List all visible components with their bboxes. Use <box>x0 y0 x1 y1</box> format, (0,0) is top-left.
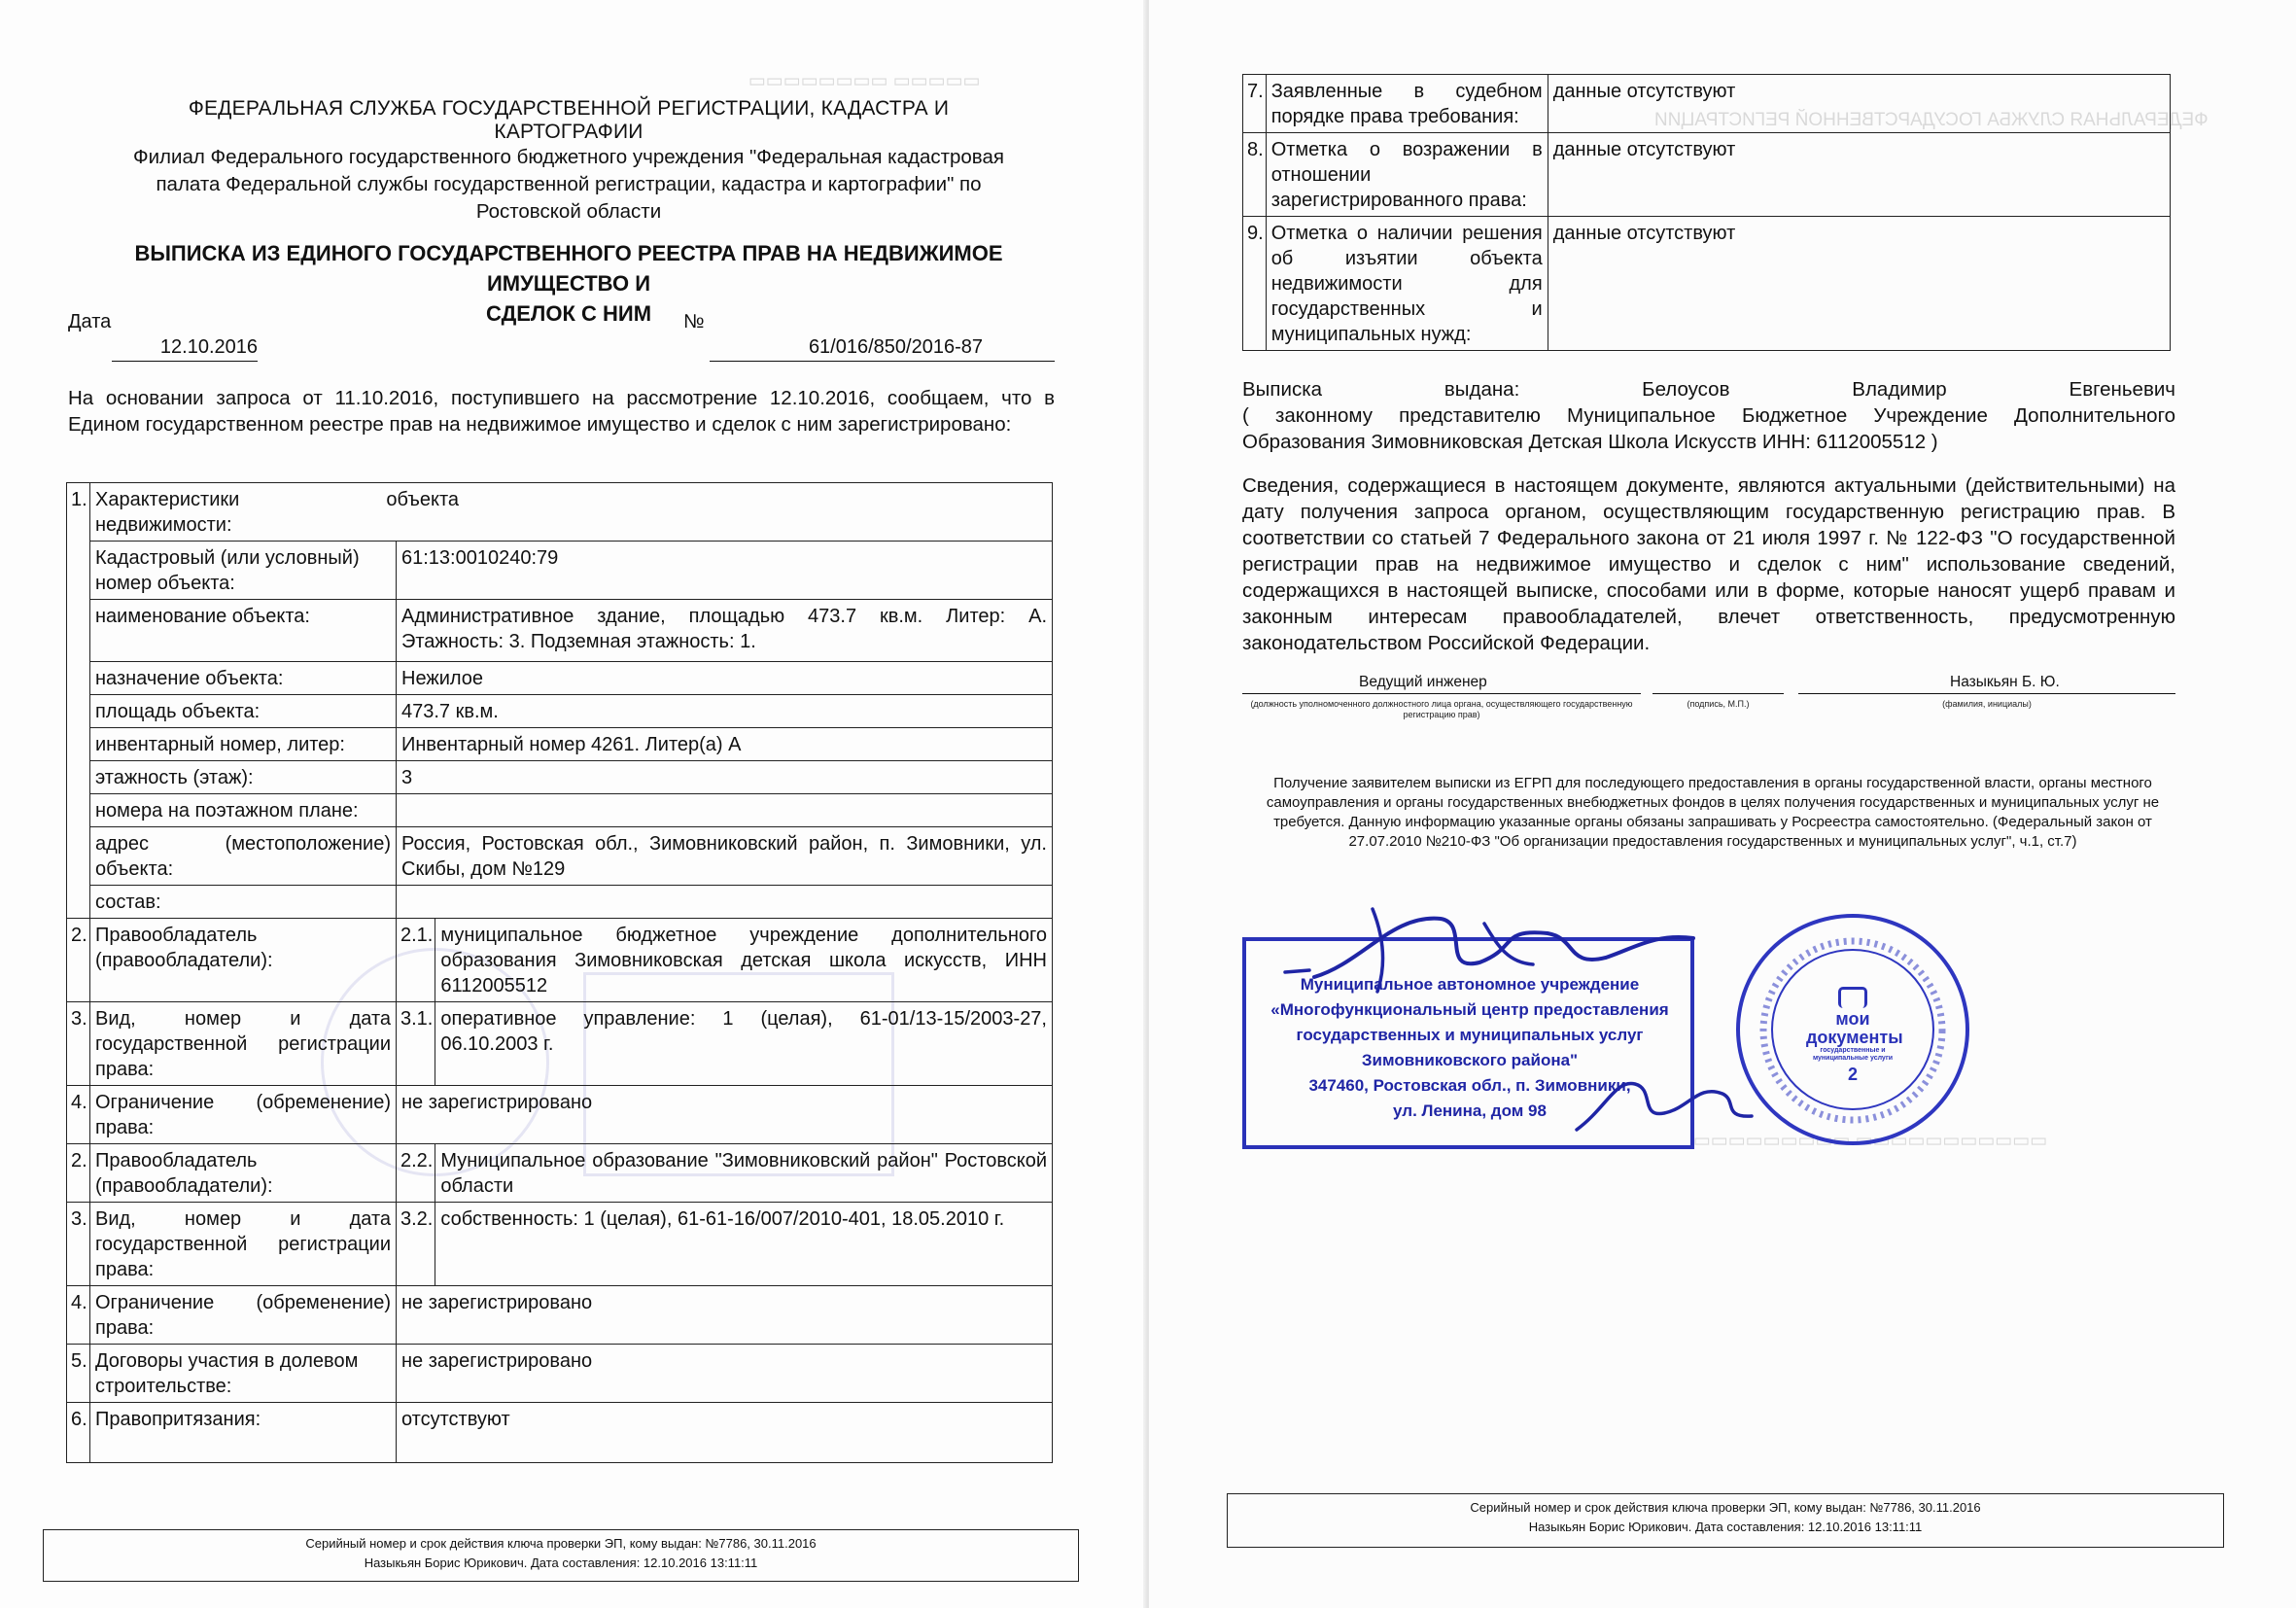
row-label: номера на поэтажном плане: <box>90 794 397 827</box>
seal-brand: мои документы <box>1806 1009 1903 1047</box>
issued-word: выдана: <box>1444 378 1520 401</box>
row-label: Заявленные в судебном порядке права требования: <box>1266 75 1548 133</box>
table-row <box>67 695 1053 728</box>
issued-word: Белоусов <box>1642 378 1730 401</box>
title-line: СДЕЛОК С НИМ <box>485 301 652 326</box>
branch-line: Филиал Федерального государственного бюджетного учреждения "Федеральная кадастровая <box>133 146 1004 168</box>
caption-signature: (подпись, М.П.) <box>1687 699 1750 709</box>
caption-position: (должность уполномоченного должностного лица органа, осуществляющего государственную регистрацию прав) <box>1250 699 1633 719</box>
date-label: Дата <box>68 311 112 332</box>
row-number: 4. <box>67 1086 90 1144</box>
footer-line: Серийный номер и срок действия ключа проверки ЭП, кому выдан: №7786, 30.11.2016 <box>1470 1500 1981 1515</box>
row-value: не зарегистрировано <box>397 1086 1053 1144</box>
table-row <box>67 794 1053 827</box>
row-value: не зарегистрировано <box>397 1345 1053 1403</box>
document-page-right <box>1149 0 2296 1608</box>
table-row <box>67 600 1053 662</box>
row-number: 3. <box>67 1203 90 1286</box>
row-label: Договоры участия в долевом строительстве: <box>90 1345 397 1403</box>
handwritten-signatures <box>1149 0 2296 1608</box>
row-label: Кадастровый (или условный) номер объекта: <box>90 542 397 600</box>
row-label: площадь объекта: <box>90 695 397 728</box>
row-label: инвентарный номер, литер: <box>90 728 397 761</box>
row-label: Вид, номер и дата государственной регистрации права: <box>90 1203 397 1286</box>
register-table <box>66 482 1053 1463</box>
table-row <box>67 542 1053 600</box>
row-value: 61:13:0010240:79 <box>397 542 1053 600</box>
table-row <box>67 1403 1053 1463</box>
table-row <box>67 662 1053 695</box>
row-number: 9. <box>1243 217 1267 351</box>
row-value <box>397 794 1053 827</box>
stamp-line: Муниципальное автономное учреждение <box>1300 975 1640 994</box>
date-value: 12.10.2016 <box>112 336 258 362</box>
table-row <box>67 1345 1053 1403</box>
table-row <box>67 1286 1053 1345</box>
table-row <box>67 919 1053 1002</box>
row-label: адрес (местоположение) объекта: <box>90 827 397 886</box>
issued-word: Владимир <box>1852 378 1947 401</box>
row-label: Правопритязания: <box>90 1403 397 1463</box>
document-title <box>78 238 1060 329</box>
legal-notice-paragraph: Сведения, содержащиеся в настоящем документе, являются актуальными (действительными) на дату получения запроса органом, осуществляющим государственную регистрацию прав. В соответствии со статьей 7 Федерального закона от 21 июля 1997 г. № 122-ФЗ "О государственной регистрации прав на недвижимое имущество и сделок с ним" использование сведений, содержащихся в настоящей выписке, способами или в форме, которые наносят ущерб правам и законным интересам правообладателей, влечет ответственность, предусмотренную законодательством Российской Федерации. <box>1242 474 2175 654</box>
table-row <box>67 1203 1053 1286</box>
table-row <box>67 1086 1053 1144</box>
intro-paragraph: На основании запроса от 11.10.2016, поступившего на рассмотрение 12.10.2016, сообщаем, что в Едином государственном реестре прав на недвижимое имущество и сделок с ним зарегистрировано: <box>68 387 1055 436</box>
seal-number: 2 <box>1847 1065 1858 1084</box>
row-subnumber: 3.1. <box>397 1002 435 1086</box>
row-value: данные отсутствуют <box>1548 133 2170 217</box>
second-signature <box>1577 1083 1752 1130</box>
caption-name: (фамилия, инициалы) <box>1942 699 2032 709</box>
branch-name <box>117 144 1021 226</box>
row-subnumber: 2.2. <box>397 1144 435 1203</box>
number-label: № <box>683 311 705 332</box>
row-value: не зарегистрировано <box>397 1286 1053 1345</box>
row-number: 2. <box>67 919 90 1002</box>
row-number: 3. <box>67 1002 90 1086</box>
table-row <box>67 886 1053 919</box>
row-value: 3 <box>397 761 1053 794</box>
row-label: наименование объекта: <box>90 600 397 662</box>
row-value: данные отсутствуют <box>1548 75 2170 133</box>
footer-line: Назыкьян Борис Юрикович. Дата составления: 12.10.2016 13:11:11 <box>1528 1520 1923 1534</box>
row-value: Россия, Ростовская обл., Зимовниковский район, п. Зимовники, ул. Скибы, дом №129 <box>397 827 1053 886</box>
row-value: Административное здание, площадью 473.7 кв.м. Литер: А. Этажность: 3. Подземная этажность: 1. <box>397 600 1053 662</box>
row-label: назначение объекта: <box>90 662 397 695</box>
row-value: Нежилое <box>397 662 1053 695</box>
table-row <box>67 827 1053 886</box>
stamp-line: «Многофункциональный центр предоставления <box>1270 1000 1669 1019</box>
signature-footer <box>43 1529 1079 1582</box>
row-value: Инвентарный номер 4261. Литер(а) А <box>397 728 1053 761</box>
row-label: Ограничение (обременение) права: <box>90 1086 397 1144</box>
row-value: муниципальное бюджетное учреждение дополнительного образования Зимовниковская детская школа искусств, ИНН 6112005512 <box>435 919 1053 1002</box>
row-number: 2. <box>67 1144 90 1203</box>
table-row <box>67 728 1053 761</box>
egrp-notice: Получение заявителем выписки из ЕГРП для последующего предоставления в органы государственной власти, органы местного самоуправления и органы государственных внебюджетных фондов в целях получения государственных и муниципальных услуг не требуется. Данную информацию указанные органы обязаны запрашивать у Росреестра самостоятельно. (Федеральный закон от 27.07.2010 №210-ФЗ "Об организации предоставления государственных и муниципальных услуг", ч.1, ст.7) <box>1266 775 2160 850</box>
row-label: Правообладатель (правообладатели): <box>90 919 397 1002</box>
row-number: 1. <box>67 483 90 919</box>
branch-line: Ростовской области <box>475 200 662 223</box>
stamp-line: государственных и муниципальных услуг <box>1296 1026 1644 1044</box>
row-number: 6. <box>67 1403 90 1463</box>
row-number: 5. <box>67 1345 90 1403</box>
row-value <box>397 886 1053 919</box>
stamp-line: 347460, Ростовская обл., п. Зимовники, <box>1308 1076 1631 1095</box>
seal-subtitle: государственные и муниципальные услуги <box>1812 1047 1894 1062</box>
row-number: 7. <box>1243 75 1267 133</box>
row-label: состав: <box>90 886 397 919</box>
signer-name: Назыкьян Б. Ю. <box>1950 674 2060 690</box>
row-value: оперативное управление: 1 (целая), 61-01/13-15/2003-27, 06.10.2003 г. <box>435 1002 1053 1086</box>
branch-line: палата Федеральной службы государственной регистрации, кадастра и картографии" по <box>156 173 982 195</box>
row-label: Характеристики объекта недвижимости: <box>90 483 1053 542</box>
row-label: этажность (этаж): <box>90 761 397 794</box>
agency-name: ФЕДЕРАЛЬНАЯ СЛУЖБА ГОСУДАРСТВЕННОЙ РЕГИСТРАЦИИ, КАДАСТРА И КАРТОГРАФИИ <box>188 97 950 143</box>
row-label: Правообладатель (правообладатели): <box>90 1144 397 1203</box>
table-row <box>67 483 1053 542</box>
table-row <box>67 761 1053 794</box>
row-value: собственность: 1 (целая), 61-61-16/007/2010-401, 18.05.2010 г. <box>435 1203 1053 1286</box>
issued-to-representative: ( законному представителю Муниципальное Бюджетное Учреждение Дополнительного Образования Зимовниковская Детская Школа Искусств ИНН: 6112005512 ) <box>1242 404 2175 453</box>
bleed-through-text: ▭▭▭▭▭▭▭▭▭▭▭ ▭▭▭▭▭▭▭▭▭ <box>1693 1131 2048 1151</box>
document-page-left <box>0 0 1147 1608</box>
bleed-through-text: ФЕДЕРАЛЬНАЯ СЛУЖБА ГОСУДАРСТВЕННОЙ РЕГИСТРАЦИИ <box>1654 110 2209 130</box>
table-row <box>67 1144 1053 1203</box>
footer-line: Серийный номер и срок действия ключа проверки ЭП, кому выдан: №7786, 30.11.2016 <box>305 1536 817 1551</box>
title-line: ВЫПИСКА ИЗ ЕДИНОГО ГОСУДАРСТВЕННОГО РЕЕСТРА ПРАВ НА НЕДВИЖИМОЕ ИМУЩЕСТВО И <box>134 241 1003 296</box>
stamp-line: Зимовниковского района" <box>1361 1051 1579 1069</box>
number-value: 61/016/850/2016-87 <box>710 336 1055 362</box>
row-subnumber: 2.1. <box>397 919 435 1002</box>
row-value: отсутствуют <box>397 1403 1053 1463</box>
row-value: 473.7 кв.м. <box>397 695 1053 728</box>
row-subnumber: 3.2. <box>397 1203 435 1286</box>
row-label: Отметка о возражении в отношении зарегистрированного права: <box>1266 133 1548 217</box>
stamp-line: ул. Ленина, дом 98 <box>1393 1101 1547 1120</box>
signer-position: Ведущий инженер <box>1359 674 1487 690</box>
row-label: Отметка о наличии решения об изъятии объекта недвижимости для государственных и муниципальных нужд: <box>1266 217 1548 351</box>
row-label: Вид, номер и дата государственной регистрации права: <box>90 1002 397 1086</box>
issued-word: Евгеньевич <box>2069 378 2175 401</box>
table-row <box>67 1002 1053 1086</box>
issued-word: Выписка <box>1242 378 1323 401</box>
row-value: Муниципальное образование "Зимовниковский район" Ростовской области <box>435 1144 1053 1203</box>
footer-line: Назыкьян Борис Юрикович. Дата составления: 12.10.2016 13:11:11 <box>364 1556 758 1570</box>
signature-footer <box>1227 1493 2224 1548</box>
row-number: 4. <box>67 1286 90 1345</box>
row-number: 8. <box>1243 133 1267 217</box>
signature-scribble <box>1314 919 1693 977</box>
row-value: данные отсутствуют <box>1548 217 2170 351</box>
bleed-through-text: ▭▭▭▭▭ ▭▭▭▭▭▭▭▭ <box>748 71 981 91</box>
row-label: Ограничение (обременение) права: <box>90 1286 397 1345</box>
